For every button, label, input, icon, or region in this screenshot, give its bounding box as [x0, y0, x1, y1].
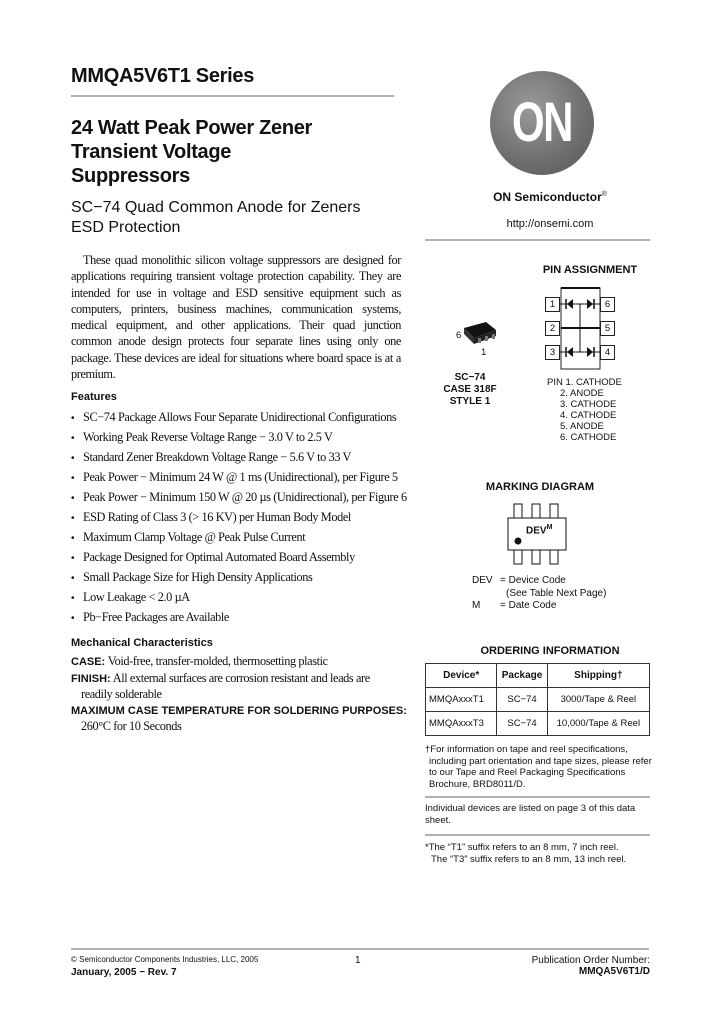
column-header: Device*	[426, 664, 497, 688]
list-item: • Peak Power − Minimum 24 W @ 1 ms (Unidirectional), per Figure 5	[71, 468, 411, 488]
list-item: • Working Peak Reverse Voltage Range − 3.0 V to 2.5 V	[71, 428, 411, 448]
pin-2: 2	[545, 321, 560, 336]
device-code	[526, 524, 552, 536]
brand-name-text: ON Semiconductor	[493, 190, 602, 204]
list-item: • Maximum Clamp Voltage @ Peak Pulse Current	[71, 528, 411, 548]
pin-list-item: 5. ANODE	[560, 421, 604, 432]
dagger-note: †For information on tape and reel specifications, including part orientation and tape sizes, please refer to our Tape and Reel Packaging Specifications Brochure, BRD8011/D.	[425, 744, 652, 790]
cell: SC−74	[497, 712, 547, 736]
cell: SC−74	[497, 688, 547, 712]
legend-value: = Date Code	[500, 600, 557, 611]
website-link[interactable]: http://onsemi.com	[506, 218, 594, 230]
left-column	[71, 64, 406, 735]
pin6-label: 6	[456, 330, 462, 341]
pin1-label: 1	[481, 347, 487, 358]
list-item: • SC−74 Package Allows Four Separate Unidirectional Configurations	[71, 408, 411, 428]
pin-3: 3	[545, 345, 560, 360]
table-header	[426, 664, 650, 688]
suffix-note: *The “T1” suffix refers to an 8 mm, 7 inch reel.	[425, 842, 619, 853]
list-item: • Standard Zener Breakdown Voltage Range − 5.6 V to 33 V	[71, 448, 411, 468]
pin-list	[547, 377, 622, 443]
marking-heading: MARKING DIAGRAM	[485, 481, 595, 493]
brand-name	[430, 190, 670, 204]
ordering-table	[425, 663, 650, 736]
table-row	[426, 712, 650, 736]
list-item: • Pb−Free Packages are Available	[71, 608, 411, 628]
page-number: 1	[355, 955, 361, 966]
legend-value: (See Table Next Page)	[506, 587, 607, 599]
divider	[71, 95, 394, 97]
pin-4: 4	[600, 345, 615, 360]
pin-5: 5	[600, 321, 615, 336]
list-item: • Peak Power − Minimum 150 W @ 20 µs (Unidirectional), per Figure 6	[71, 488, 411, 508]
cell: MMQAxxxT1	[426, 688, 497, 712]
package-info	[440, 372, 500, 408]
list-item: • ESD Rating of Class 3 (> 16 KV) per Human Body Model	[71, 508, 411, 528]
legend-value: = Device Code	[500, 575, 566, 586]
title-line: Suppressors	[71, 165, 190, 187]
individual-note: Individual devices are listed on page 3 of this data sheet.	[425, 803, 636, 826]
pin-list-item: 4. CATHODE	[560, 410, 617, 421]
legend-key: M	[472, 600, 481, 611]
pin-6: 6	[600, 297, 615, 312]
page-title	[71, 116, 406, 188]
pub-number: MMQA5V6T1/D	[578, 966, 650, 977]
max-temp-label: MAXIMUM CASE TEMPERATURE FOR SOLDERING PURPOSES:	[71, 704, 407, 717]
ordering-heading: ORDERING INFORMATION	[480, 645, 620, 657]
registered-mark: ®	[601, 191, 607, 198]
list-item: • Low Leakage < 2.0 µA	[71, 588, 411, 608]
divider	[425, 239, 650, 241]
cell: 10,000/Tape & Reel	[547, 712, 649, 736]
package-case: CASE 318F	[443, 384, 497, 395]
footer-divider	[71, 948, 649, 950]
features-list	[71, 408, 411, 628]
finish-text: All external surfaces are corrosion resistant and leads are	[112, 670, 370, 685]
marking-legend	[472, 575, 606, 613]
suffix-note: The “T3” suffix refers to an 8 mm, 13 inch reel.	[431, 853, 627, 865]
pin-list-item: 6. CATHODE	[560, 432, 617, 443]
list-item: • Package Designed for Optimal Automated Board Assembly	[71, 548, 411, 568]
column-header: Shipping†	[547, 664, 649, 688]
legend-key: DEV	[472, 575, 493, 586]
column-header: Package	[497, 664, 547, 688]
pin-list-item: 2. ANODE	[560, 388, 604, 399]
title-line: Transient Voltage	[71, 141, 232, 163]
finish-text-cont: readily solderable	[81, 687, 162, 702]
case-label: CASE:	[71, 656, 106, 669]
pin-1: 1	[545, 297, 560, 312]
ordering-notes	[425, 744, 660, 865]
mechanical-heading: Mechanical Characteristics	[71, 637, 213, 650]
divider	[425, 796, 650, 798]
publication-number	[532, 955, 650, 977]
table-row	[426, 688, 650, 712]
pin-list-item: 3. CATHODE	[560, 399, 617, 410]
intro-paragraph	[71, 252, 401, 382]
subtitle	[71, 198, 406, 238]
mechanical-section	[71, 654, 416, 735]
device-code-text: DEV	[526, 525, 547, 537]
divider	[425, 834, 650, 836]
pin-assignment-heading: PIN ASSIGNMENT	[542, 264, 638, 276]
list-item: • Small Package Size for High Density Applications	[71, 568, 411, 588]
subtitle-line: ESD Protection	[71, 219, 181, 236]
package-style: STYLE 1	[449, 396, 491, 407]
max-temp-text: 260°C for 10 Seconds	[81, 719, 182, 734]
title-line: 24 Watt Peak Power Zener	[71, 117, 313, 139]
cell: MMQAxxxT3	[426, 712, 497, 736]
series-title: MMQA5V6T1 Series	[71, 65, 255, 87]
date-code-sup: M	[546, 524, 553, 531]
copyright: © Semiconductor Components Industries, LLC, 2005	[71, 955, 259, 964]
subtitle-line: SC−74 Quad Common Anode for Zeners	[71, 199, 361, 216]
on-logo	[490, 71, 594, 175]
intro-text: These quad monolithic silicon voltage suppressors are designed for applications requiring transient voltage protection capability. They are intended for use in voltage and ESD sensitive equipment such as computers, printers, business machines, communication systems, medical equipment, and other applications. Their quad junction common anode design protects four separate lines using only one package. These devices are ideal for situations where board space is at a premium.	[71, 253, 401, 382]
logo-text: ON	[512, 90, 572, 153]
features-heading: Features	[71, 391, 117, 404]
case-text: Void-free, transfer-molded, thermosetting plastic	[107, 654, 328, 669]
package-name: SC−74	[454, 372, 486, 383]
cell: 3000/Tape & Reel	[547, 688, 649, 712]
pin-list-item: PIN 1. CATHODE	[547, 377, 622, 388]
pub-label: Publication Order Number:	[531, 955, 650, 966]
revision-date: January, 2005 − Rev. 7	[71, 967, 177, 978]
finish-label: FINISH:	[71, 672, 111, 685]
